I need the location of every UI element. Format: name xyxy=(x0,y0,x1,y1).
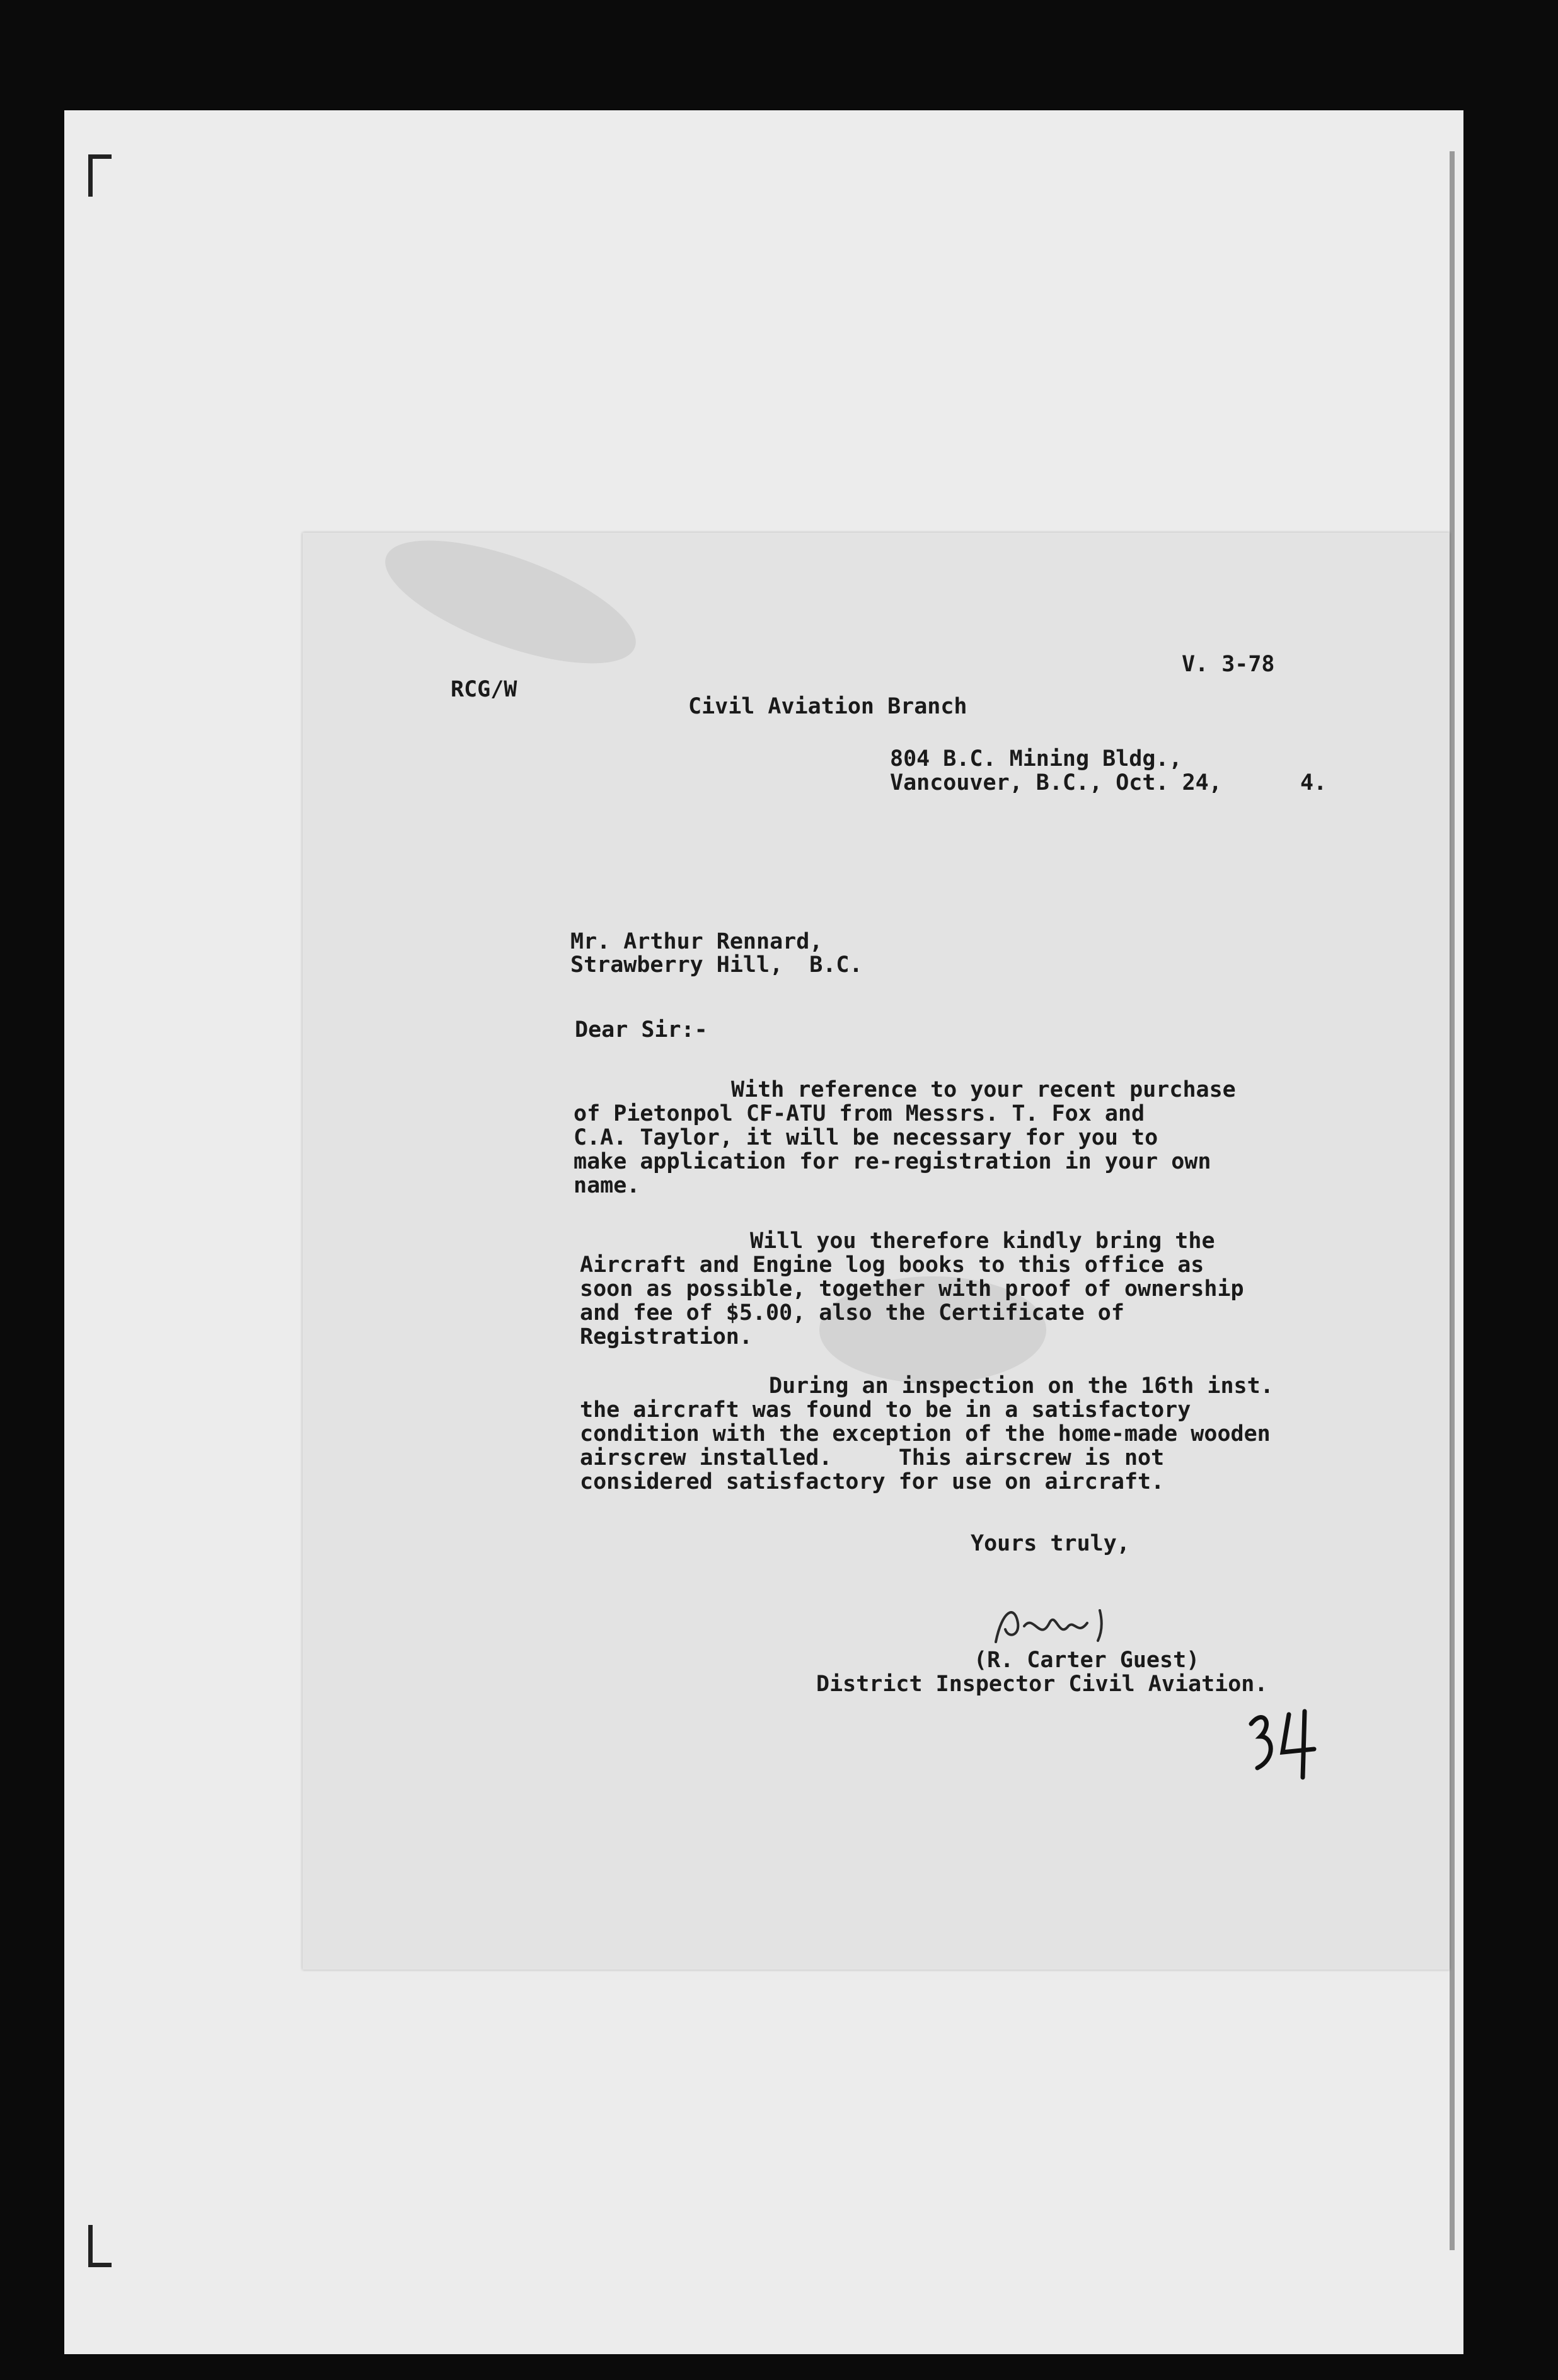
page-edge-line xyxy=(1450,151,1455,2250)
paragraph-line: condition with the exception of the home-made wooden xyxy=(580,1421,1271,1447)
paragraph-line: and fee of $5.00, also the Certificate of xyxy=(580,1300,1124,1326)
signer-name: (R. Carter Guest) xyxy=(974,1648,1200,1673)
reference-initials: RCG/W xyxy=(451,677,517,702)
paragraph-line: Registration. xyxy=(580,1324,753,1349)
paragraph-line: the aircraft was found to be in a satisfactory xyxy=(580,1397,1191,1423)
margin-annotation-34 xyxy=(1245,1705,1327,1781)
recipient-name: Mr. Arthur Rennard, xyxy=(570,929,823,954)
stain xyxy=(371,515,650,688)
paragraph-line: Will you therefore kindly bring the xyxy=(750,1228,1215,1254)
letterhead-title: Civil Aviation Branch xyxy=(688,694,967,719)
signer-title: District Inspector Civil Aviation. xyxy=(816,1672,1268,1697)
paragraph-line: airscrew installed. This airscrew is not xyxy=(580,1445,1165,1470)
letter-page xyxy=(303,533,1450,1970)
paragraph-line: With reference to your recent purchase xyxy=(731,1077,1236,1102)
handwritten-signature xyxy=(990,1591,1191,1655)
address-year-digit: 4. xyxy=(1300,770,1327,795)
paragraph-line: During an inspection on the 16th inst. xyxy=(769,1373,1274,1399)
paragraph-line: of Pietonpol CF-ATU from Messrs. T. Fox and xyxy=(574,1101,1145,1126)
crop-mark-bottom-left xyxy=(88,2225,112,2267)
address-line-2: Vancouver, B.C., Oct. 24, xyxy=(890,770,1222,795)
paragraph-line: C.A. Taylor, it will be necessary for you to xyxy=(574,1125,1158,1150)
paragraph-line: considered satisfactory for use on aircraft. xyxy=(580,1469,1165,1494)
closing: Yours truly, xyxy=(971,1531,1130,1556)
file-number: V. 3-78 xyxy=(1182,652,1275,677)
address-line-1: 804 B.C. Mining Bldg., xyxy=(890,746,1182,771)
recipient-address: Strawberry Hill, B.C. xyxy=(570,952,863,978)
salutation: Dear Sir:- xyxy=(575,1017,708,1043)
paragraph-line: make application for re-registration in your own xyxy=(574,1149,1211,1174)
paragraph-line: soon as possible, together with proof of ownership xyxy=(580,1276,1244,1302)
paragraph-line: name. xyxy=(574,1173,640,1198)
crop-mark-top-left xyxy=(88,154,112,197)
paragraph-line: Aircraft and Engine log books to this office as xyxy=(580,1252,1204,1278)
